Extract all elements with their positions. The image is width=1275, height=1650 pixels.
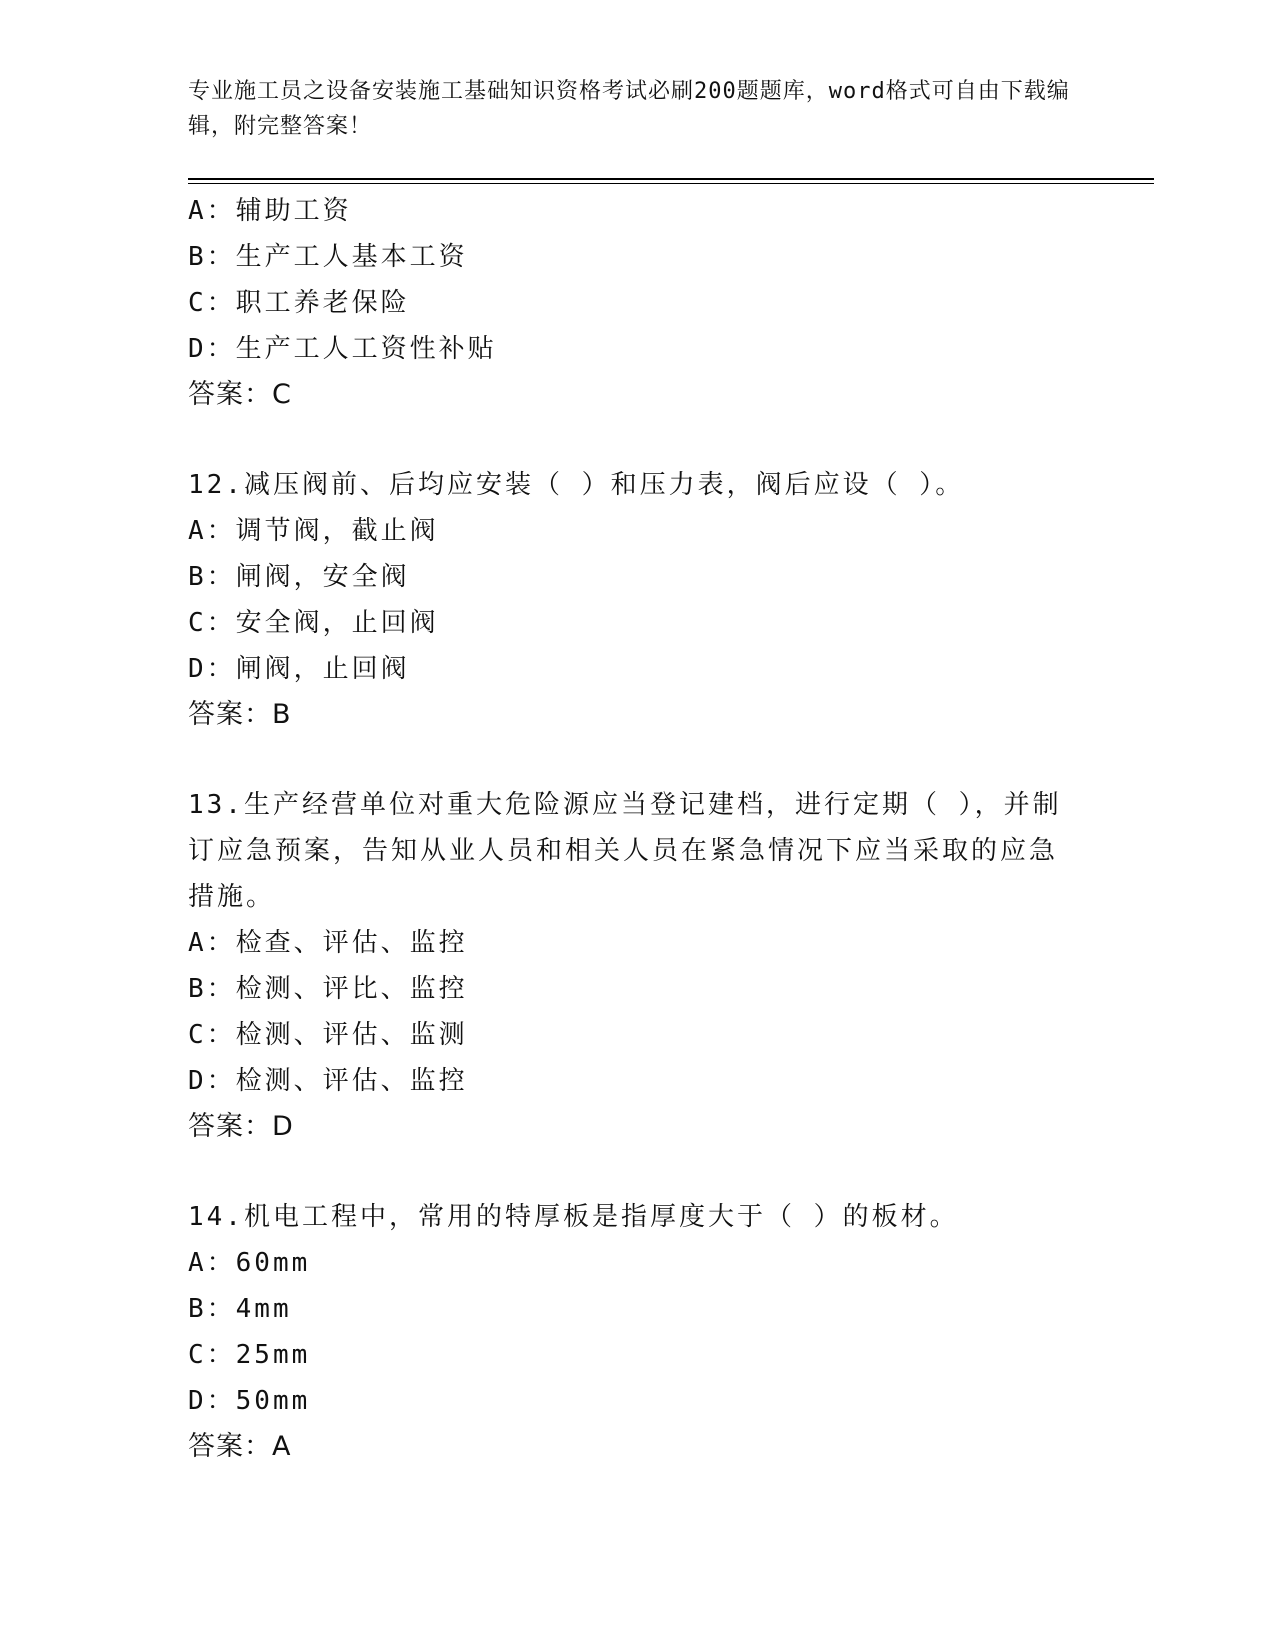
answer-line: 答案：B [188,699,292,730]
question-block [188,462,1088,738]
question-text: 13.生产经营单位对重大危险源应当登记建档，进行定期（ ），并制订应急预案，告知从业人员和相关人员在紧急情况下应当采取的应急措施。 [188,790,1062,912]
option-a: A：检查、评估、监控 [188,928,468,958]
answer-line: 答案：A [188,1431,292,1462]
question-block [188,782,1088,1150]
question-text: 14.机电工程中，常用的特厚板是指厚度大于（ ）的板材。 [188,1202,959,1232]
option-d: D：生产工人工资性补贴 [188,334,497,364]
option-a: A：辅助工资 [188,196,352,226]
option-d: D：检测、评估、监控 [188,1066,468,1096]
option-c: C：检测、评估、监测 [188,1020,468,1050]
option-b: B：生产工人基本工资 [188,242,468,272]
option-b: B：4mm [188,1294,292,1324]
option-c: C：安全阀，止回阀 [188,608,439,638]
option-c: C：25mm [188,1340,311,1370]
answer-line: 答案：D [188,1111,294,1142]
question-text: 12.减压阀前、后均应安装（ ）和压力表，阀后应设（ ）。 [188,470,965,500]
question-list [188,188,1088,1470]
option-d: D：闸阀，止回阀 [188,654,410,684]
option-a: A：调节阀，截止阀 [188,516,439,546]
header-divider-thick [188,178,1154,180]
question-block [188,1194,1088,1470]
option-c: C：职工养老保险 [188,288,410,318]
question-block [188,188,1088,418]
option-b: B：检测、评比、监控 [188,974,468,1004]
answer-line: 答案：C [188,379,292,410]
option-b: B：闸阀，安全阀 [188,562,410,592]
document-header: 专业施工员之设备安装施工基础知识资格考试必刷200题题库，word格式可自由下载编辑，附完整答案！ [188,79,1070,139]
header-divider-thin [188,183,1154,184]
option-a: A：60mm [188,1248,311,1278]
option-d: D：50mm [188,1386,311,1416]
